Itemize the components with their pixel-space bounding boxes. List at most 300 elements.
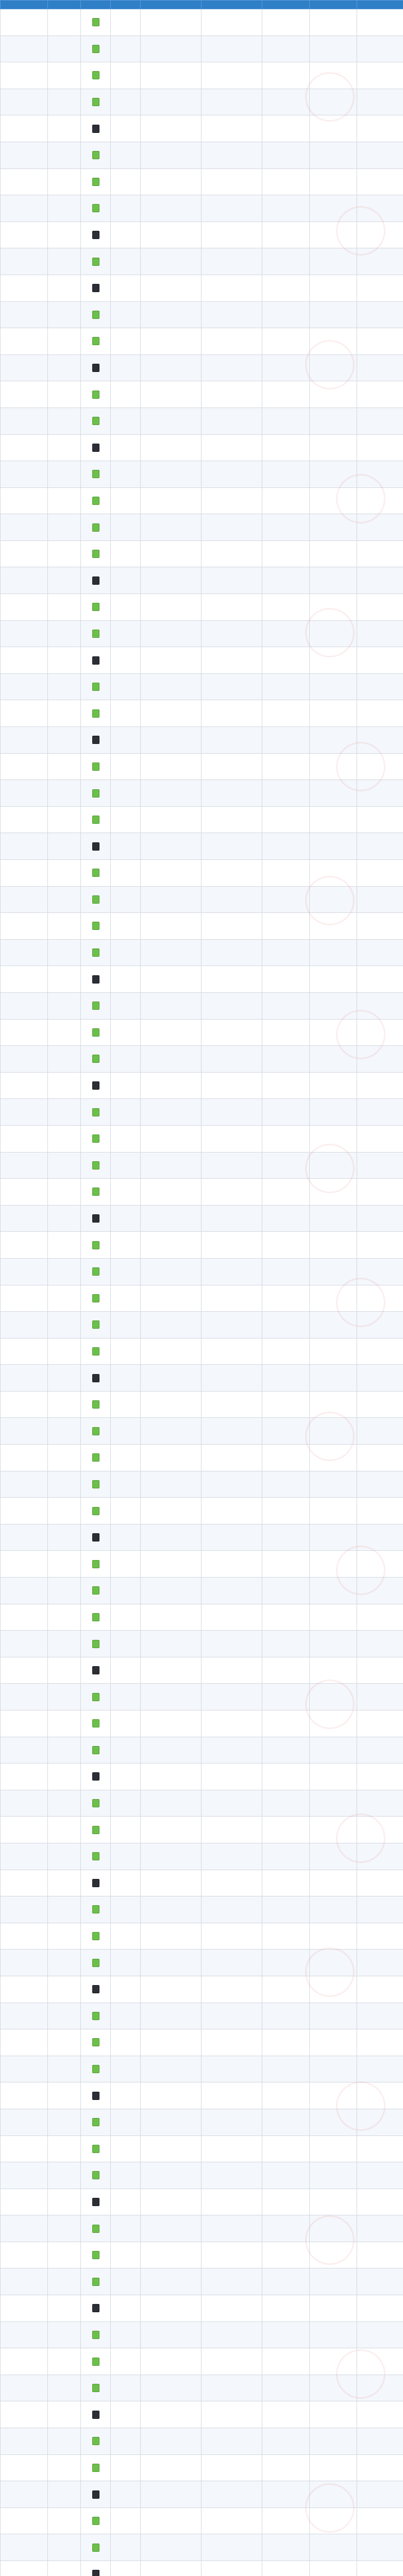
green-spec-icon [92, 789, 99, 798]
value-d-cell [262, 2375, 310, 2401]
value-d-cell [262, 142, 310, 168]
spec-icon-cell [81, 115, 111, 142]
table-row[interactable] [1, 647, 403, 674]
green-spec-icon [92, 1693, 99, 1701]
table-row[interactable] [1, 727, 403, 754]
model-cell [1, 1764, 48, 1790]
table-row[interactable] [1, 1072, 403, 1099]
dark-spec-icon [92, 1666, 99, 1674]
value-a-cell [111, 860, 141, 887]
value-c-cell [202, 2401, 262, 2428]
table-row[interactable] [1, 1737, 403, 1764]
column-header[interactable] [357, 1, 403, 9]
table-row[interactable] [1, 913, 403, 940]
green-spec-icon [92, 1055, 99, 1063]
value-a-cell [111, 1125, 141, 1152]
value-e-cell [310, 1790, 357, 1817]
column-header[interactable] [48, 1, 81, 9]
model-cell [1, 115, 48, 142]
spec-icon-cell [81, 1604, 111, 1631]
table-row[interactable] [1, 434, 403, 461]
value-e-cell [310, 1737, 357, 1764]
table-row[interactable] [1, 1684, 403, 1710]
table-row[interactable] [1, 2428, 403, 2455]
green-spec-icon [92, 550, 99, 558]
value-b-cell [141, 2162, 202, 2189]
table-row[interactable] [1, 2375, 403, 2401]
table-row[interactable] [1, 2401, 403, 2428]
table-row[interactable] [1, 2321, 403, 2348]
code-cell [48, 2268, 81, 2295]
table-row[interactable] [1, 2215, 403, 2242]
table-row[interactable] [1, 1764, 403, 1790]
code-cell [48, 540, 81, 567]
table-row[interactable] [1, 2481, 403, 2508]
value-d-cell [262, 1896, 310, 1923]
value-c-cell [202, 1896, 262, 1923]
table-row[interactable] [1, 540, 403, 567]
table-row[interactable] [1, 1923, 403, 1950]
value-a-cell [111, 1205, 141, 1232]
code-cell [48, 1631, 81, 1657]
value-e-cell [310, 1125, 357, 1152]
value-f-cell [357, 461, 403, 488]
value-e-cell [310, 1471, 357, 1498]
value-d-cell [262, 2454, 310, 2481]
value-c-cell [202, 860, 262, 887]
table-row[interactable] [1, 1046, 403, 1073]
value-d-cell [262, 2401, 310, 2428]
table-row[interactable] [1, 2029, 403, 2056]
value-f-cell [357, 1312, 403, 1338]
model-cell [1, 2109, 48, 2136]
value-a-cell [111, 1338, 141, 1365]
value-c-cell [202, 2189, 262, 2215]
table-row[interactable] [1, 1391, 403, 1418]
value-f-cell [357, 1684, 403, 1710]
value-c-cell [202, 2428, 262, 2455]
table-row[interactable] [1, 354, 403, 381]
green-spec-icon [92, 204, 99, 212]
value-b-cell [141, 514, 202, 541]
table-row[interactable] [1, 142, 403, 168]
value-d-cell [262, 1125, 310, 1152]
value-d-cell [262, 673, 310, 700]
value-f-cell [357, 408, 403, 434]
code-cell [48, 1099, 81, 1126]
value-d-cell [262, 567, 310, 594]
table-row[interactable] [1, 1870, 403, 1896]
column-header[interactable] [1, 1, 48, 9]
code-cell [48, 1471, 81, 1498]
value-c-cell [202, 1072, 262, 1099]
model-cell [1, 461, 48, 488]
table-row[interactable] [1, 886, 403, 913]
table-row[interactable] [1, 168, 403, 195]
model-cell [1, 567, 48, 594]
value-f-cell [357, 1498, 403, 1524]
table-row[interactable] [1, 328, 403, 355]
value-a-cell [111, 2481, 141, 2508]
table-row[interactable] [1, 2507, 403, 2534]
table-row[interactable] [1, 2082, 403, 2109]
value-f-cell [357, 115, 403, 142]
value-d-cell [262, 1152, 310, 1179]
code-cell [48, 1391, 81, 1418]
green-spec-icon [92, 1347, 99, 1355]
table-row[interactable] [1, 1019, 403, 1046]
value-e-cell [310, 2348, 357, 2375]
spec-icon-cell [81, 2029, 111, 2056]
value-d-cell [262, 1072, 310, 1099]
value-d-cell [262, 275, 310, 301]
value-f-cell [357, 2428, 403, 2455]
value-c-cell [202, 727, 262, 754]
value-e-cell [310, 2268, 357, 2295]
value-f-cell [357, 2162, 403, 2189]
green-spec-icon [92, 178, 99, 186]
value-f-cell [357, 1524, 403, 1551]
table-row[interactable] [1, 2295, 403, 2322]
table-row[interactable] [1, 301, 403, 328]
code-cell [48, 1365, 81, 1392]
value-e-cell [310, 89, 357, 115]
value-f-cell [357, 992, 403, 1019]
green-spec-icon [92, 523, 99, 532]
model-cell [1, 1657, 48, 1684]
green-spec-icon [92, 2065, 99, 2073]
table-row[interactable] [1, 1445, 403, 1471]
table-row[interactable] [1, 1578, 403, 1604]
value-e-cell [310, 1179, 357, 1206]
green-spec-icon [92, 337, 99, 345]
value-e-cell [310, 1338, 357, 1365]
column-header[interactable] [111, 1, 141, 9]
table-row[interactable] [1, 1657, 403, 1684]
table-row[interactable] [1, 1312, 403, 1338]
table-row[interactable] [1, 1817, 403, 1843]
spec-icon-cell [81, 913, 111, 940]
column-header[interactable] [310, 1, 357, 9]
table-row[interactable] [1, 248, 403, 275]
value-e-cell [310, 1976, 357, 2003]
value-f-cell [357, 1125, 403, 1152]
table-row[interactable] [1, 1232, 403, 1259]
table-row[interactable] [1, 1418, 403, 1445]
code-cell [48, 780, 81, 807]
model-cell [1, 860, 48, 887]
green-spec-icon [92, 1400, 99, 1409]
table-row[interactable] [1, 2454, 403, 2481]
green-spec-icon [92, 45, 99, 53]
table-row[interactable] [1, 36, 403, 62]
value-e-cell [310, 36, 357, 62]
value-f-cell [357, 673, 403, 700]
dark-spec-icon [92, 2092, 99, 2100]
table-row[interactable] [1, 1790, 403, 1817]
table-row[interactable] [1, 2056, 403, 2082]
table-row[interactable] [1, 2003, 403, 2029]
table-row[interactable] [1, 1604, 403, 1631]
value-a-cell [111, 1046, 141, 1073]
value-f-cell [357, 1817, 403, 1843]
value-c-cell [202, 2507, 262, 2534]
model-cell [1, 1179, 48, 1206]
code-cell [48, 354, 81, 381]
table-row[interactable] [1, 806, 403, 833]
table-row[interactable] [1, 2136, 403, 2162]
code-cell [48, 1737, 81, 1764]
value-e-cell [310, 434, 357, 461]
table-row[interactable] [1, 89, 403, 115]
value-d-cell [262, 2507, 310, 2534]
value-f-cell [357, 2295, 403, 2322]
model-cell [1, 1817, 48, 1843]
value-f-cell [357, 2056, 403, 2082]
spec-icon-cell [81, 1072, 111, 1099]
value-e-cell [310, 2401, 357, 2428]
table-row[interactable] [1, 992, 403, 1019]
value-b-cell [141, 1125, 202, 1152]
table-row[interactable] [1, 567, 403, 594]
model-cell [1, 1843, 48, 1870]
value-c-cell [202, 913, 262, 940]
table-row[interactable] [1, 594, 403, 621]
table-row[interactable] [1, 2189, 403, 2215]
green-spec-icon [92, 1241, 99, 1249]
value-b-cell [141, 1817, 202, 1843]
table-row[interactable] [1, 1896, 403, 1923]
spec-icon-cell [81, 1551, 111, 1578]
table-row[interactable] [1, 2348, 403, 2375]
table-row[interactable] [1, 62, 403, 89]
value-a-cell [111, 806, 141, 833]
table-row[interactable] [1, 1152, 403, 1179]
value-f-cell [357, 62, 403, 89]
value-b-cell [141, 2295, 202, 2322]
value-c-cell [202, 886, 262, 913]
value-a-cell [111, 487, 141, 514]
value-f-cell [357, 1285, 403, 1312]
table-row[interactable] [1, 1498, 403, 1524]
model-cell [1, 1524, 48, 1551]
table-row[interactable] [1, 9, 403, 36]
column-header[interactable] [81, 1, 111, 9]
value-b-cell [141, 1179, 202, 1206]
value-d-cell [262, 1604, 310, 1631]
code-cell [48, 1072, 81, 1099]
value-c-cell [202, 2321, 262, 2348]
table-row[interactable] [1, 2242, 403, 2268]
table-row[interactable] [1, 222, 403, 248]
spec-icon-cell [81, 408, 111, 434]
table-row[interactable] [1, 461, 403, 488]
value-e-cell [310, 1657, 357, 1684]
spec-icon-cell [81, 780, 111, 807]
table-row[interactable] [1, 195, 403, 222]
value-c-cell [202, 753, 262, 780]
table-row[interactable] [1, 275, 403, 301]
table-row[interactable] [1, 1950, 403, 1976]
value-e-cell [310, 275, 357, 301]
table-row[interactable] [1, 514, 403, 541]
value-b-cell [141, 594, 202, 621]
model-cell [1, 195, 48, 222]
value-e-cell [310, 1631, 357, 1657]
value-d-cell [262, 1046, 310, 1073]
green-spec-icon [92, 98, 99, 106]
table-row[interactable] [1, 1099, 403, 1126]
value-f-cell [357, 1019, 403, 1046]
table-row[interactable] [1, 1365, 403, 1392]
table-row[interactable] [1, 1524, 403, 1551]
green-spec-icon [92, 1719, 99, 1727]
table-row[interactable] [1, 1205, 403, 1232]
table-row[interactable] [1, 1258, 403, 1285]
spec-icon-cell [81, 328, 111, 355]
table-row[interactable] [1, 1125, 403, 1152]
spec-icon-cell [81, 36, 111, 62]
table-row[interactable] [1, 620, 403, 647]
value-f-cell [357, 2507, 403, 2534]
table-row[interactable] [1, 1843, 403, 1870]
value-e-cell [310, 1524, 357, 1551]
value-c-cell [202, 1445, 262, 1471]
value-d-cell [262, 753, 310, 780]
green-spec-icon [92, 1320, 99, 1329]
value-a-cell [111, 275, 141, 301]
column-header[interactable] [202, 1, 262, 9]
value-e-cell [310, 886, 357, 913]
model-cell [1, 408, 48, 434]
table-row[interactable] [1, 860, 403, 887]
model-cell [1, 1391, 48, 1418]
model-cell [1, 2189, 48, 2215]
value-b-cell [141, 1205, 202, 1232]
table-row[interactable] [1, 753, 403, 780]
table-row[interactable] [1, 487, 403, 514]
green-spec-icon [92, 2544, 99, 2552]
value-f-cell [357, 434, 403, 461]
spec-icon-cell [81, 62, 111, 89]
table-row[interactable] [1, 115, 403, 142]
table-row[interactable] [1, 1179, 403, 1206]
table-row[interactable] [1, 381, 403, 408]
value-f-cell [357, 381, 403, 408]
value-a-cell [111, 1365, 141, 1392]
value-e-cell [310, 2534, 357, 2561]
table-row[interactable] [1, 2162, 403, 2189]
table-row[interactable] [1, 2268, 403, 2295]
value-f-cell [357, 594, 403, 621]
code-cell [48, 36, 81, 62]
value-c-cell [202, 2215, 262, 2242]
value-f-cell [357, 567, 403, 594]
value-d-cell [262, 620, 310, 647]
model-cell [1, 1152, 48, 1179]
table-row[interactable] [1, 1471, 403, 1498]
value-e-cell [310, 328, 357, 355]
table-row[interactable] [1, 673, 403, 700]
model-cell [1, 248, 48, 275]
value-f-cell [357, 2561, 403, 2576]
table-row[interactable] [1, 2109, 403, 2136]
value-d-cell [262, 1923, 310, 1950]
column-header[interactable] [262, 1, 310, 9]
value-a-cell [111, 2082, 141, 2109]
table-row[interactable] [1, 966, 403, 993]
value-b-cell [141, 2428, 202, 2455]
spec-icon-cell [81, 2136, 111, 2162]
value-d-cell [262, 1258, 310, 1285]
value-e-cell [310, 2056, 357, 2082]
spec-icon-cell [81, 1471, 111, 1498]
model-cell [1, 1604, 48, 1631]
table-row[interactable] [1, 700, 403, 727]
value-f-cell [357, 1631, 403, 1657]
model-cell [1, 1258, 48, 1285]
value-c-cell [202, 434, 262, 461]
model-cell [1, 620, 48, 647]
table-row[interactable] [1, 408, 403, 434]
value-c-cell [202, 2561, 262, 2576]
model-cell [1, 1099, 48, 1126]
value-f-cell [357, 2268, 403, 2295]
green-spec-icon [92, 1613, 99, 1621]
value-d-cell [262, 1578, 310, 1604]
table-row[interactable] [1, 1551, 403, 1578]
value-b-cell [141, 487, 202, 514]
table-row[interactable] [1, 1710, 403, 1737]
code-cell [48, 434, 81, 461]
value-e-cell [310, 1896, 357, 1923]
spec-icon-cell [81, 2375, 111, 2401]
model-cell [1, 2375, 48, 2401]
spec-icon-cell [81, 594, 111, 621]
code-cell [48, 620, 81, 647]
value-f-cell [357, 2348, 403, 2375]
value-a-cell [111, 1710, 141, 1737]
value-e-cell [310, 1578, 357, 1604]
value-a-cell [111, 2162, 141, 2189]
value-c-cell [202, 992, 262, 1019]
table-row[interactable] [1, 939, 403, 966]
model-cell [1, 2162, 48, 2189]
table-row[interactable] [1, 2561, 403, 2576]
value-f-cell [357, 1764, 403, 1790]
value-d-cell [262, 2162, 310, 2189]
value-d-cell [262, 1976, 310, 2003]
value-d-cell [262, 1099, 310, 1126]
value-e-cell [310, 939, 357, 966]
column-header[interactable] [141, 1, 202, 9]
table-row[interactable] [1, 1285, 403, 1312]
value-f-cell [357, 2003, 403, 2029]
value-d-cell [262, 1764, 310, 1790]
value-a-cell [111, 1737, 141, 1764]
code-cell [48, 142, 81, 168]
value-f-cell [357, 1976, 403, 2003]
table-row[interactable] [1, 833, 403, 860]
table-row[interactable] [1, 2534, 403, 2561]
table-row[interactable] [1, 1338, 403, 1365]
spec-icon-cell [81, 2295, 111, 2322]
green-spec-icon [92, 71, 99, 79]
spec-icon-cell [81, 1312, 111, 1338]
table-row[interactable] [1, 1976, 403, 2003]
table-row[interactable] [1, 780, 403, 807]
table-row[interactable] [1, 1631, 403, 1657]
